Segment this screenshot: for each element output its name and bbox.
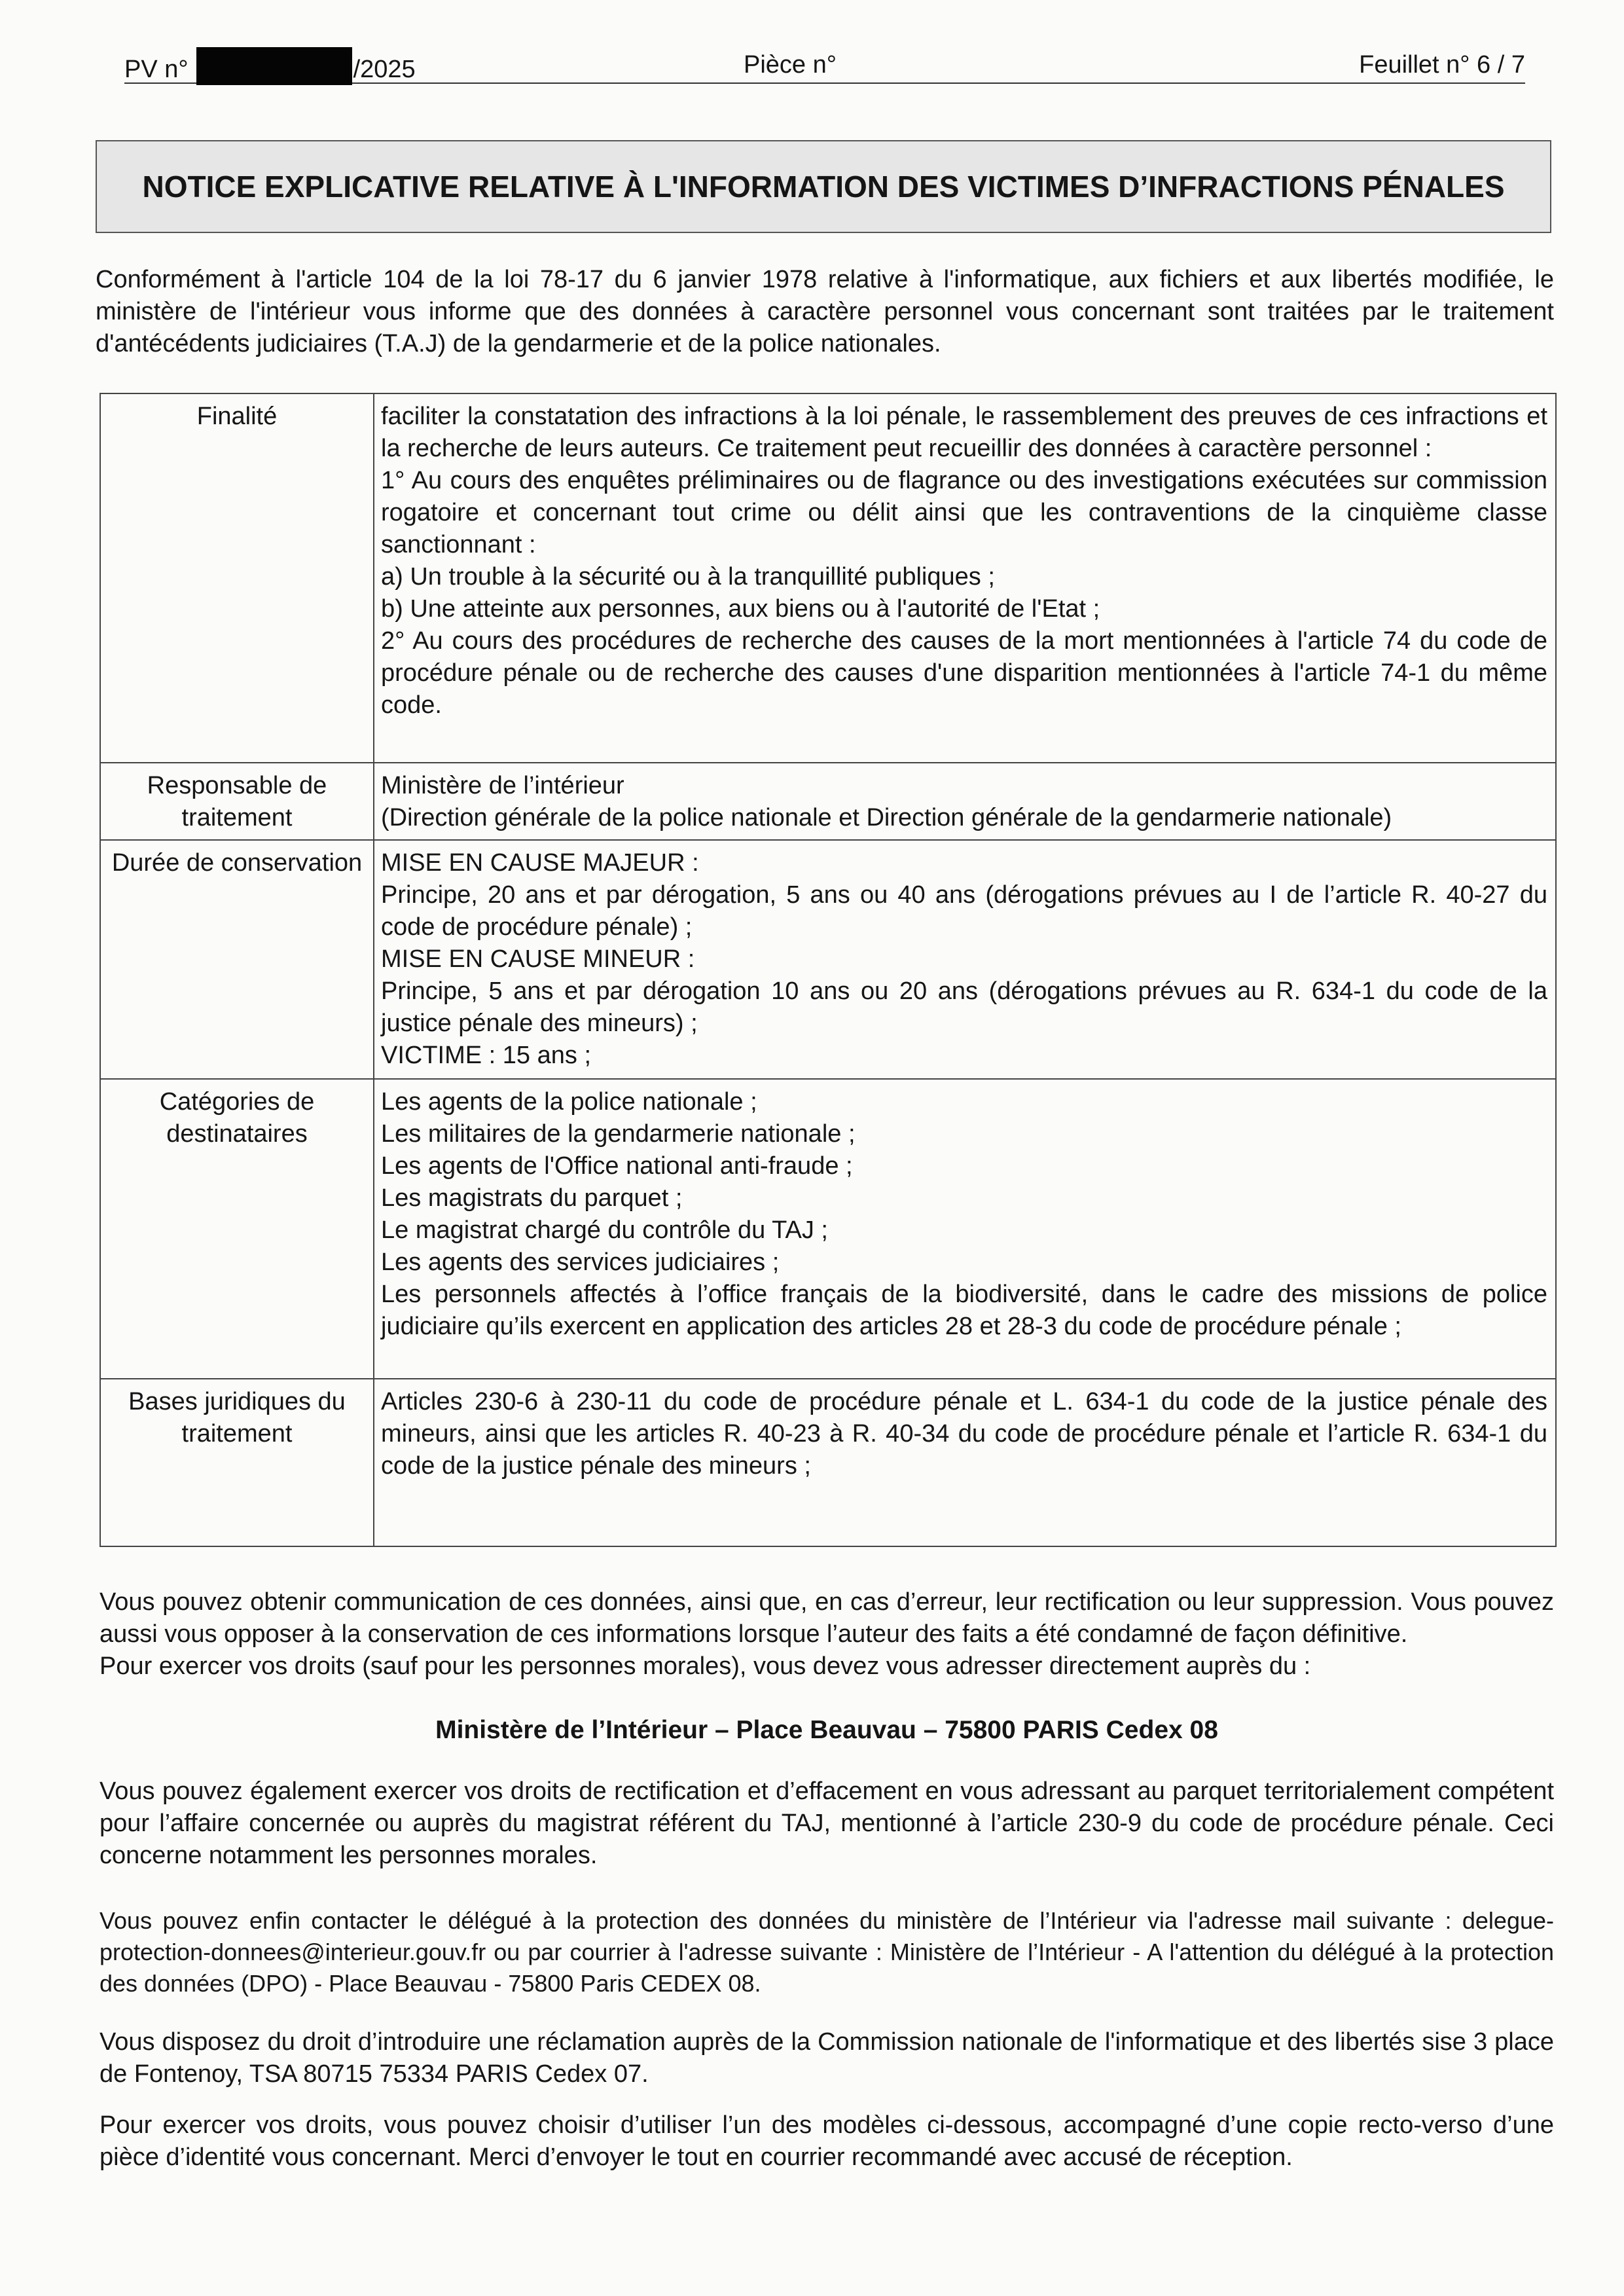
rights-contact-text: Pour exercer vos droits (sauf pour les personnes morales), vous devez vous adresser directement auprès du :	[99, 1652, 1311, 1680]
row-value	[374, 1079, 1556, 1379]
table-row	[100, 1379, 1556, 1546]
value-line: Les personnels affectés à l’office français de la biodiversité, dans le cadre des missions de police judiciaire qu’ils exercent en application des articles 28 et 28-3 du code de procédure pénale ;	[381, 1281, 1547, 1340]
row-label: Finalité	[100, 393, 374, 763]
page-header	[124, 47, 1525, 84]
notice-title: NOTICE EXPLICATIVE RELATIVE À L'INFORMATION DES VICTIMES D’INFRACTIONS PÉNALES	[142, 170, 1505, 204]
rectification-paragraph: Vous pouvez également exercer vos droits de rectification et d’effacement en vous adressant au parquet territorialement compétent pour l’affaire concernée ou auprès du magistrat référent du TAJ, mentionné à l’article 230-9 du code de procédure pénale. Ceci concerne notamment les personnes morales.	[99, 1777, 1554, 1869]
value-line: b) Une atteinte aux personnes, aux biens ou à l'autorité de l'Etat ;	[381, 595, 1100, 623]
table-row	[100, 840, 1556, 1079]
pv-year: /2025	[353, 56, 416, 83]
row-value	[374, 393, 1556, 763]
pv-number	[124, 47, 416, 87]
value-line: MISE EN CAUSE MAJEUR :	[381, 849, 699, 877]
intro-paragraph: Conformément à l'article 104 de la loi 78-17 du 6 janvier 1978 relative à l'informatique, aux fichiers et aux libertés modifiée, le ministère de l'intérieur vous informe que des données à caractère personnel vous concernant sont traitées par le traitement d'antécédents judiciaires (T.A.J) de la gendarmerie et de la police nationales.	[96, 266, 1554, 357]
sheet-number: Feuillet n° 6 / 7	[1359, 51, 1525, 79]
value-line: Les agents de la police nationale ;	[381, 1088, 757, 1116]
value-line: Les agents des services judiciaires ;	[381, 1248, 780, 1276]
ministry-address: Ministère de l’Intérieur – Place Beauvau – 75800 PARIS Cedex 08	[435, 1716, 1218, 1744]
table-row	[100, 763, 1556, 840]
redaction-bar	[196, 47, 352, 85]
value-line: 1° Au cours des enquêtes préliminaires ou de flagrance ou des investigations exécutées sur commission rogatoire et concernant tout crime ou délit ainsi que les contraventions de la cinquième classe sanctionnant :	[381, 467, 1547, 558]
value-line: Ministère de l’intérieur	[381, 772, 624, 799]
row-value	[374, 840, 1556, 1079]
value-line: Principe, 5 ans et par dérogation 10 ans ou 20 ans (dérogations prévues au R. 634-1 du code de la justice pénale des mineurs) ;	[381, 977, 1547, 1037]
table-row	[100, 393, 1556, 763]
row-label: Bases juridiques du traitement	[100, 1379, 374, 1546]
row-label: Responsable de traitement	[100, 763, 374, 840]
notice-title-box	[96, 140, 1551, 233]
value-line: 2° Au cours des procédures de recherche des causes de la mort mentionnées à l'article 74 du code de procédure pénale ou de recherche des causes d'une disparition mentionnées à l'article 74-1 du même code.	[381, 627, 1547, 719]
info-table	[99, 393, 1557, 1547]
dpo-paragraph: Vous pouvez enfin contacter le délégué à la protection des données du ministère de l’Intérieur via l'adresse mail suivante : delegue-protection-donnees@interieur.gouv.fr ou par courrier à l'adresse suivante : Ministère de l’Intérieur - A l'attention du délégué à la protection des données (DPO) - Place Beauvau - 75800 Paris CEDEX 08.	[99, 1907, 1554, 1997]
rights-paragraph	[99, 1586, 1554, 1683]
value-line: (Direction générale de la police nationale et Direction générale de la gendarmerie nationale)	[381, 804, 1392, 831]
value-line: Articles 230-6 à 230-11 du code de procédure pénale et L. 634-1 du code de la justice pénale des mineurs, ainsi que les articles R. 40-23 à R. 40-34 du code de procédure pénale et l’article R. 634-1 du code de la justice pénale des mineurs ;	[381, 1388, 1547, 1480]
value-line: VICTIME : 15 ans ;	[381, 1042, 591, 1069]
row-label: Catégories de destinataires	[100, 1079, 374, 1379]
value-line: Les agents de l'Office national anti-fraude ;	[381, 1152, 853, 1180]
value-line: Les militaires de la gendarmerie nationale ;	[381, 1120, 856, 1148]
value-line: MISE EN CAUSE MINEUR :	[381, 945, 695, 973]
rights-text: Vous pouvez obtenir communication de ces données, ainsi que, en cas d’erreur, leur rectification ou leur suppression. Vous pouvez aussi vous opposer à la conservation de ces informations lorsque l’auteur des faits a été condamné de façon définitive.	[99, 1588, 1554, 1648]
table-row	[100, 1079, 1556, 1379]
row-value	[374, 1379, 1556, 1546]
row-value	[374, 763, 1556, 840]
pv-label: PV n°	[124, 56, 189, 83]
piece-number: Pièce n°	[744, 51, 837, 79]
row-label: Durée de conservation	[100, 840, 374, 1079]
value-line: faciliter la constatation des infractions à la loi pénale, le rassemblement des preuves de ces infractions et la recherche de leurs auteurs. Ce traitement peut recueillir des données à caractère personnel :	[381, 403, 1547, 462]
value-line: Le magistrat chargé du contrôle du TAJ ;	[381, 1216, 828, 1244]
value-line: Principe, 20 ans et par dérogation, 5 ans ou 40 ans (dérogations prévues au I de l’article R. 40-27 du code de procédure pénale) ;	[381, 881, 1547, 941]
models-paragraph: Pour exercer vos droits, vous pouvez choisir d’utiliser l’un des modèles ci-dessous, accompagné d’une copie recto-verso d’une pièce d’identité vous concernant. Merci d’envoyer le tout en courrier recommandé avec accusé de réception.	[99, 2111, 1554, 2171]
value-line: a) Un trouble à la sécurité ou à la tranquillité publiques ;	[381, 563, 995, 591]
cnil-paragraph: Vous disposez du droit d’introduire une réclamation auprès de la Commission nationale de l'informatique et des libertés sise 3 place de Fontenoy, TSA 80715 75334 PARIS Cedex 07.	[99, 2028, 1554, 2088]
value-line: Les magistrats du parquet ;	[381, 1184, 683, 1212]
